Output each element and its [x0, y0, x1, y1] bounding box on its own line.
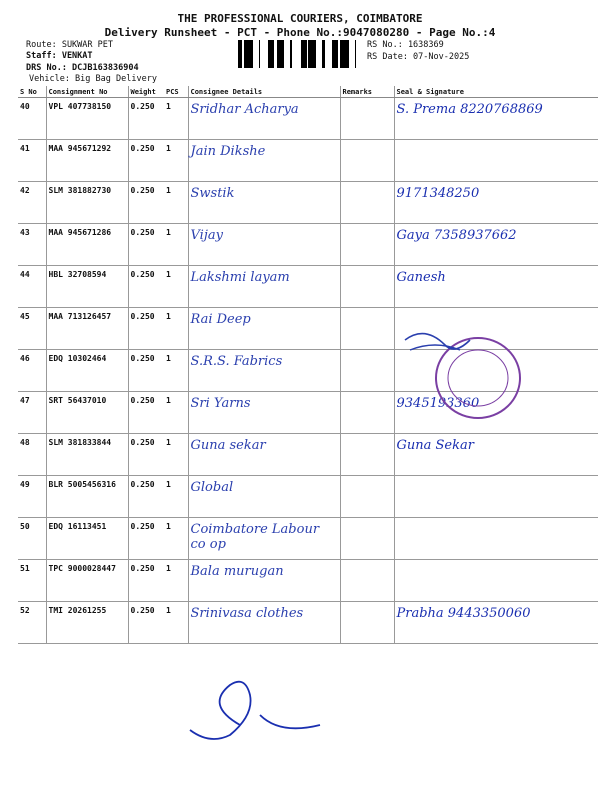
row-sno: 50 — [18, 518, 46, 560]
row-weight: 0.250 — [128, 266, 164, 308]
table-row — [18, 602, 598, 644]
table-row — [18, 140, 598, 182]
row-remarks — [340, 140, 394, 182]
row-remarks — [340, 476, 394, 518]
row-remarks — [340, 518, 394, 560]
col-consignee: Consignee Details — [188, 86, 340, 98]
table-row — [18, 266, 598, 308]
row-weight: 0.250 — [128, 98, 164, 140]
row-pcs: 1 — [164, 602, 188, 644]
row-pcs: 1 — [164, 140, 188, 182]
table-row — [18, 98, 598, 140]
row-signature — [394, 476, 598, 518]
row-weight: 0.250 — [128, 308, 164, 350]
row-consignment: SLM 381833844 — [46, 434, 128, 476]
row-consignment: MAA 713126457 — [46, 308, 128, 350]
row-pcs: 1 — [164, 560, 188, 602]
table-row — [18, 224, 598, 266]
row-remarks — [340, 308, 394, 350]
row-sno: 44 — [18, 266, 46, 308]
row-pcs: 1 — [164, 392, 188, 434]
row-consignment: EDQ 16113451 — [46, 518, 128, 560]
row-consignment: HBL 32708594 — [46, 266, 128, 308]
table-row — [18, 434, 598, 476]
row-weight: 0.250 — [128, 560, 164, 602]
table-row — [18, 518, 598, 560]
row-signature — [394, 140, 598, 182]
row-weight: 0.250 — [128, 476, 164, 518]
row-consignee: Lakshmi layam — [188, 266, 340, 308]
row-sno: 45 — [18, 308, 46, 350]
row-consignee: S.R.S. Fabrics — [188, 350, 340, 392]
table-row — [18, 182, 598, 224]
row-weight: 0.250 — [128, 140, 164, 182]
row-signature — [394, 518, 598, 560]
row-consignee: Global — [188, 476, 340, 518]
row-signature: S. Prema 8220768869 — [394, 98, 598, 140]
runsheet-subtitle: Delivery Runsheet - PCT - Phone No.:9047080280 - Page No.:4 — [104, 26, 496, 39]
row-remarks — [340, 182, 394, 224]
row-consignee: Rai Deep — [188, 308, 340, 350]
staff-line: Staff: VENKAT — [26, 51, 93, 61]
row-remarks — [340, 602, 394, 644]
row-signature: 9345193360 — [394, 392, 598, 434]
row-consignee: Srinivasa clothes — [188, 602, 340, 644]
row-consignment: TPC 9000028447 — [46, 560, 128, 602]
row-sno: 49 — [18, 476, 46, 518]
row-signature: 9171348250 — [394, 182, 598, 224]
row-remarks — [340, 392, 394, 434]
row-pcs: 1 — [164, 308, 188, 350]
row-pcs: 1 — [164, 476, 188, 518]
row-remarks — [340, 266, 394, 308]
row-consignment: MAA 945671286 — [46, 224, 128, 266]
row-pcs: 1 — [164, 182, 188, 224]
row-remarks — [340, 224, 394, 266]
row-consignee: Sridhar Acharya — [188, 98, 340, 140]
col-remarks: Remarks — [340, 86, 394, 98]
drs-line: DRS No.: DCJB163836904 — [26, 63, 139, 73]
row-weight: 0.250 — [128, 518, 164, 560]
col-sno: S No — [18, 86, 46, 98]
company-seal-stamp — [400, 320, 525, 425]
row-consignee: Sri Yarns — [188, 392, 340, 434]
col-signature: Seal & Signature — [394, 86, 598, 98]
col-consignment: Consignment No — [46, 86, 128, 98]
row-consignee: Swstik — [188, 182, 340, 224]
table-row — [18, 560, 598, 602]
row-sno: 48 — [18, 434, 46, 476]
row-sno: 47 — [18, 392, 46, 434]
row-signature: Guna Sekar — [394, 434, 598, 476]
row-sno: 52 — [18, 602, 46, 644]
col-weight: Weight — [128, 86, 164, 98]
row-signature: Ganesh — [394, 266, 598, 308]
row-sno: 43 — [18, 224, 46, 266]
row-sno: 40 — [18, 98, 46, 140]
row-remarks — [340, 98, 394, 140]
row-weight: 0.250 — [128, 392, 164, 434]
barcode — [238, 40, 363, 68]
row-consignee: Jain Dikshe — [188, 140, 340, 182]
row-pcs: 1 — [164, 434, 188, 476]
row-consignee: Vijay — [188, 224, 340, 266]
supervisor-signature — [170, 670, 350, 740]
row-sno: 46 — [18, 350, 46, 392]
row-consignment: SLM 381882730 — [46, 182, 128, 224]
row-consignment: BLR 5005456316 — [46, 476, 128, 518]
row-consignee: Bala murugan — [188, 560, 340, 602]
row-remarks — [340, 560, 394, 602]
row-pcs: 1 — [164, 98, 188, 140]
row-pcs: 1 — [164, 518, 188, 560]
rs-number: RS No.: 1638369 — [367, 40, 444, 50]
table-header-row — [18, 86, 598, 98]
row-signature: Prabha 9443350060 — [394, 602, 598, 644]
row-weight: 0.250 — [128, 602, 164, 644]
row-consignment: SRT 56437010 — [46, 392, 128, 434]
row-remarks — [340, 434, 394, 476]
row-pcs: 1 — [164, 266, 188, 308]
row-signature — [394, 560, 598, 602]
row-consignment: EDQ 10302464 — [46, 350, 128, 392]
row-consignee: Coimbatore Labour co op — [188, 518, 340, 560]
row-sno: 42 — [18, 182, 46, 224]
row-signature: Gaya 7358937662 — [394, 224, 598, 266]
row-sno: 41 — [18, 140, 46, 182]
row-weight: 0.250 — [128, 224, 164, 266]
col-pcs: PCS — [164, 86, 188, 98]
rs-date: RS Date: 07-Nov-2025 — [367, 52, 470, 62]
row-consignment: MAA 945671292 — [46, 140, 128, 182]
row-consignment: TMI 20261255 — [46, 602, 128, 644]
table-row — [18, 476, 598, 518]
row-remarks — [340, 350, 394, 392]
row-consignee: Guna sekar — [188, 434, 340, 476]
row-sno: 51 — [18, 560, 46, 602]
row-weight: 0.250 — [128, 434, 164, 476]
company-title: THE PROFESSIONAL COURIERS, COIMBATORE — [177, 12, 423, 25]
row-pcs: 1 — [164, 224, 188, 266]
route-line: Route: SUKWAR PET — [26, 40, 113, 50]
row-weight: 0.250 — [128, 350, 164, 392]
row-pcs: 1 — [164, 350, 188, 392]
row-weight: 0.250 — [128, 182, 164, 224]
row-consignment: VPL 407738150 — [46, 98, 128, 140]
vehicle-line: Vehicle: Big Bag Delivery — [29, 74, 157, 84]
